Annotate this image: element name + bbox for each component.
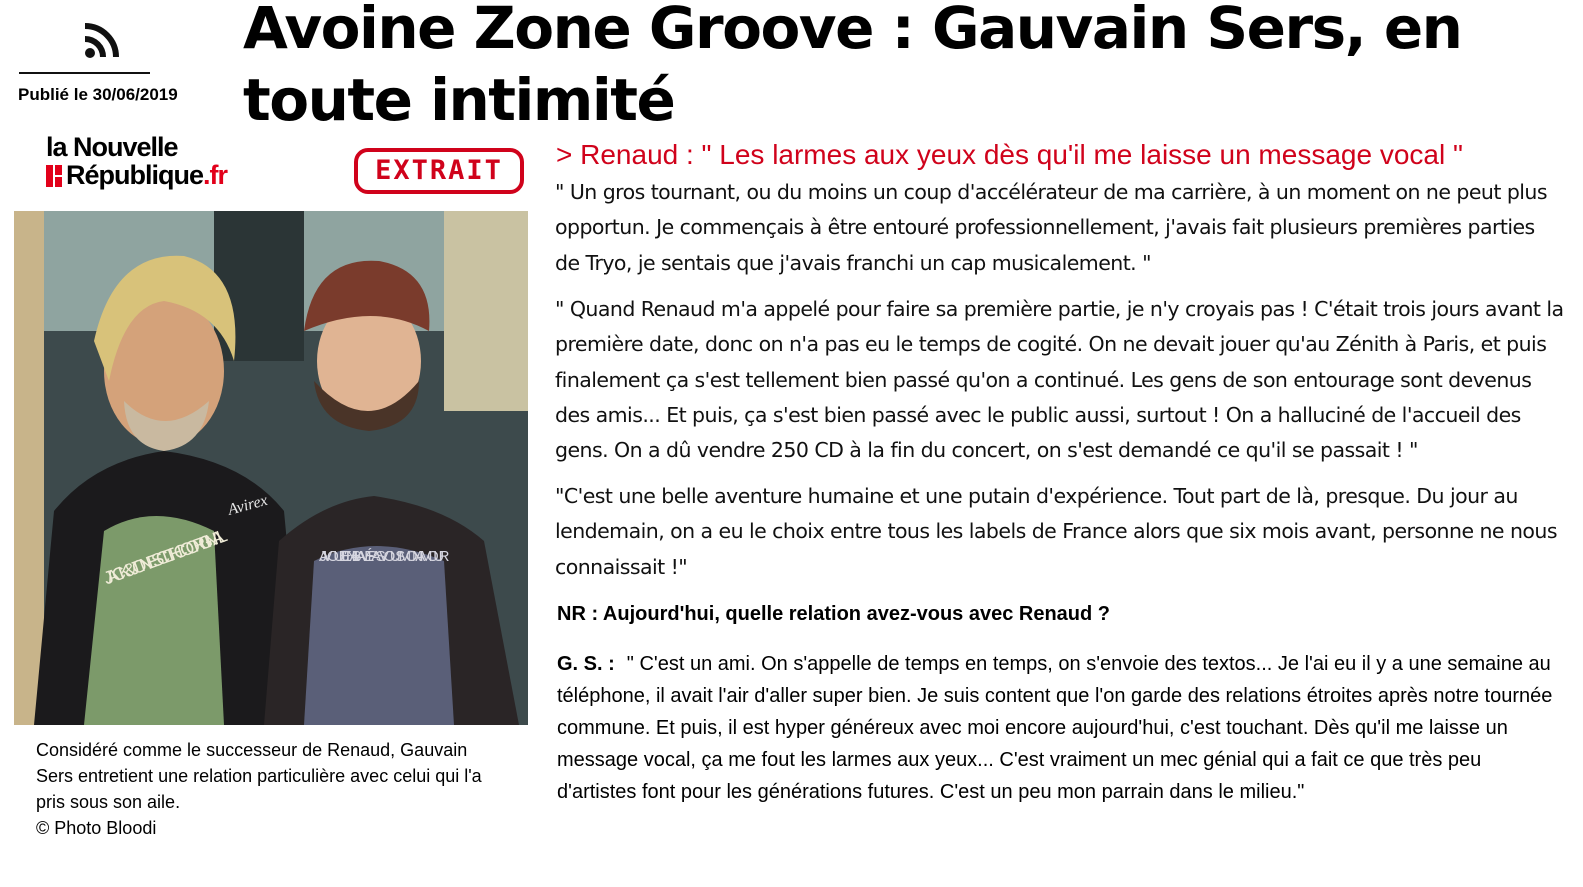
interview-question: NR : Aujourd'hui, quelle relation avez-vous avec Renaud ? [557,603,1110,625]
logo-mark-icon [46,165,62,187]
photo-jacket-text: Avirex [226,491,270,519]
quote-paragraph-2: " Quand Renaud m'a appelé pour faire sa première partie, je n'y croyais pas ! C'était trois jours avant la première date, donc on n'a pas eu le temps de cogité. On ne devait jouer qu'au Zénith à Paris, et puis finalement ça s'est tellement bien passé qu'on a continué. Les gens de son entourage sont devenus des amis... Et puis, ça s'est bien passé avec le public aussi, surtout ! On a halluciné de l'accueil des gens. On a dû vendre 250 CD à la fin du concert, on s'est demandé ce qu'il se passait ! " [555,297,1564,463]
header-divider [19,72,150,74]
photo-tshirt-text: JACK&JONES CLTH. CO. ORIGINAL [100,525,230,589]
publish-date: Publié le 30/06/2019 [18,85,178,104]
caption-text: Considéré comme le successeur de Renaud, Gauvain Sers entretient une relation particulière avec celui qui l'a pris sous son aile. [36,740,482,812]
photo-credit: © Photo Bloodi [36,818,157,838]
rss-icon[interactable] [82,20,124,60]
quote-paragraph-1: " Un gros tournant, ou du moins un coup d'accélérateur de ma carrière, à un moment on ne peut plus opportun. Je commençais à être entouré professionnellement, j'avais fait plusieurs premières parties de Tryo, je sentais que j'avais franchi un cap musicalement. " [555,180,1548,275]
logo-line-2 [46,160,227,190]
answer-label: G. S. : [557,653,615,675]
article-photo [14,211,528,725]
logo-suffix: .fr [203,160,227,190]
logo-line-1: la Nouvelle [46,132,178,162]
article-subhead: > Renaud : " Les larmes aux yeux dès qu'il me laisse un message vocal " [556,139,1463,170]
photo-shirt-text: J'AVOUE J'EN AI BAVÉ PAS VOUS MON AMOUR [319,548,450,565]
nouvelle-republique-logo[interactable] [46,132,266,192]
answer-text: " C'est un ami. On s'appelle de temps en temps, on s'envoie des textos... Je l'ai eu il y a une semaine au téléphone, il avait l'air d'aller super bien. Je suis content que l'on garde des relations étroites après notre tournée commune. Et puis, il est hyper généreux avec moi encore aujourd'hui, c'est touchant. Dès qu'il me laisse un message vocal, ça me fout les larmes aux yeux... C'est vraiment un mec génial qui a fait ce que très peu d'artistes font pour les générations futures. C'est un peu mon parrain dans le milieu." [557,653,1553,803]
quote-paragraph-3: "C'est une belle aventure humaine et une putain d'expérience. Tout part de là, presque. Du jour au lendemain, on a eu le choix entre tous les labels de France alors que six mois avant, personne ne nous connaissait !" [555,484,1557,579]
article-title: Avoine Zone Groove : Gauvain Sers, en toute intimité [243,0,1462,134]
interview-answer [557,648,1557,808]
logo-name: République [66,160,203,190]
photo-caption [36,737,496,841]
extrait-badge: EXTRAIT [354,148,524,194]
